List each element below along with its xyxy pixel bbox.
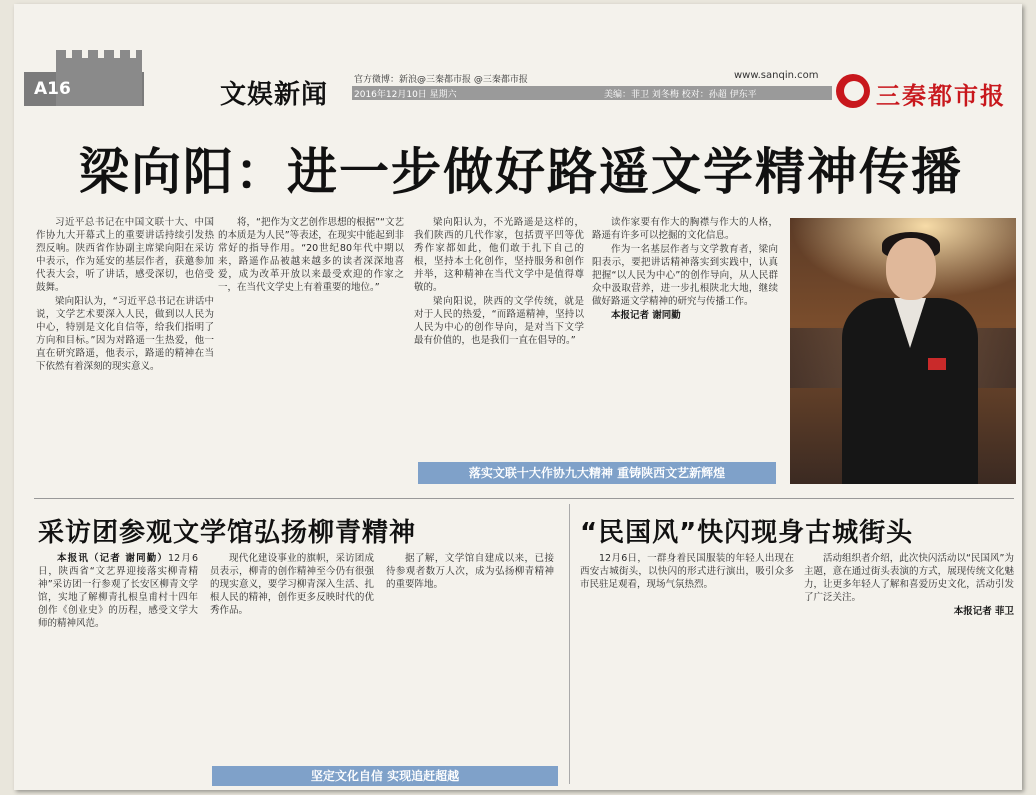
newspaper-page <box>14 4 1022 790</box>
editor-credits: 美编：菲卫 刘冬梅 校对：孙超 伊东平 <box>604 90 757 100</box>
slogan-banner: 落实文联十大作协九大精神 重铸陕西文艺新辉煌 <box>418 462 776 484</box>
article-2-column-1 <box>38 552 198 768</box>
column-divider <box>569 504 570 784</box>
paragraph: 作为一名基层作者与文学教育者，梁向阳表示，要把讲话精神落实到实践中，认真把握“以人民为中心”的创作导向，从人民群众中汲取营养，进一步扎根陕北大地，继续做好路遥文学精神的研究与传播工作。 <box>592 244 778 307</box>
paragraph: 据了解，文学馆自建成以来，已接待参观者数万人次，成为弘扬柳青精神的重要阵地。 <box>386 553 554 590</box>
paragraph: 活动组织者介绍，此次快闪活动以“民国风”为主题，意在通过街头表演的方式，展现传统文化魅力，让更多年轻人了解和喜爱历史文化，活动引发了广泛关注。 <box>804 553 1014 603</box>
logo-sun-icon <box>836 74 870 108</box>
website-url: www.sanqin.com <box>734 70 819 81</box>
main-article-column-1 <box>36 216 214 471</box>
logo-text: 三秦都市报 <box>876 81 1006 110</box>
paragraph: 读作家要有作大的胸襟与作大的人格，路遥有许多可以挖掘的文化信息。 <box>592 217 778 241</box>
section-title: 文娱新闻 <box>220 80 329 110</box>
delegate-badge-icon <box>928 358 946 370</box>
paragraph: 梁向阳认为，“习近平总书记在讲话中说，文学艺术要深入人民，做到以人民为中心，特别是文化自信等，给我们指明了方向和目标。”因为对路遥一生热爱，他一直在研究路遥，他表示，路遥的精神在当下依然有着深刻的现实意义。 <box>36 296 214 372</box>
portrait-photo <box>790 218 1016 484</box>
paragraph: 梁向阳认为，不光路遥是这样的，我们陕西的几代作家，包括贾平凹等优秀作家都如此，他们敢于扎下自己的根，坚持本土化创作，坚持服务和创作并举，这种精神在当代文学中是值得尊敬的。 <box>414 217 584 293</box>
main-article-column-2 <box>218 216 404 471</box>
article-3-column-2 <box>804 552 1014 784</box>
paragraph: 梁向阳说，陕西的文学传统，就是对于人民的热爱，“而路遥精神，坚持以人民为中心的创作导向，是对当下文学最有价值的，也是我们一直在倡导的。” <box>414 296 584 346</box>
newspaper-logo <box>836 72 1016 110</box>
page-number: A16 <box>34 79 71 99</box>
paragraph: 将，“把作为文艺创作思想的根据”“文艺的本质是为人民”等表述，在现实中能起到非常好的指导作用。“20世纪80年代中期以来，路遥作品被越来越多的读者深深地喜爱，成为改革开放以来最受欢迎的作家之一，在当代文学史上有着重要的地位。” <box>218 217 404 293</box>
paragraph: 现代化建设事业的旗帜，采访团成员表示，柳青的创作精神至今仍有很强的现实意义，要学习柳青深入生活、扎根人民的精神，创作更多反映时代的优秀作品。 <box>210 553 374 616</box>
article-2-headline: 采访团参观文学馆弘扬柳青精神 <box>38 518 417 548</box>
paragraph: 12月6日，一群身着民国服装的年轻人出现在西安古城街头，以快闪的形式进行演出，吸引众多市民驻足观看，现场气氛热烈。 <box>580 553 794 590</box>
byline: 本报记者 菲卫 <box>953 606 1014 617</box>
slogan-banner-2: 坚定文化自信 实现追赶超越 <box>212 766 558 786</box>
main-article-column-3 <box>414 216 584 446</box>
byline: 本报记者 谢同勤 <box>611 310 681 321</box>
issue-date: 2016年12月10日 星期六 <box>354 90 457 100</box>
paragraph: 习近平总书记在中国文联十大、中国作协九大开幕式上的重要讲话持续引发热烈反响。陕西省作协副主席梁向阳在采访中表示，作为延安的基层作者，获邀参加代表大会，听了讲话，感受深切，也倍受鼓舞。 <box>36 217 214 293</box>
article-3-column-1 <box>580 552 794 784</box>
main-headline: 梁向阳：进一步做好路遥文学精神传播 <box>79 143 963 201</box>
main-article-column-4 <box>592 216 778 446</box>
article-2-column-3 <box>386 552 554 764</box>
masthead <box>24 62 1012 118</box>
article-3-headline: “民国风”快闪现身古城街头 <box>580 518 914 548</box>
article-2-column-2 <box>210 552 374 764</box>
section-divider <box>34 498 1014 499</box>
paragraph: 12月6日，陕西省“文艺界迎接落实柳青精神”采访团一行参观了长安区柳青文学馆，实地了解柳青扎根皇甫村十四年创作《创业史》的历程，感受文学大师的精神风范。 <box>38 553 198 629</box>
weibo-line: 官方微博：新浪@三秦都市报 @三秦都市报 <box>354 75 528 85</box>
byline: 本报讯（记者 谢同勤） <box>57 553 169 564</box>
page-number-block <box>24 72 144 106</box>
